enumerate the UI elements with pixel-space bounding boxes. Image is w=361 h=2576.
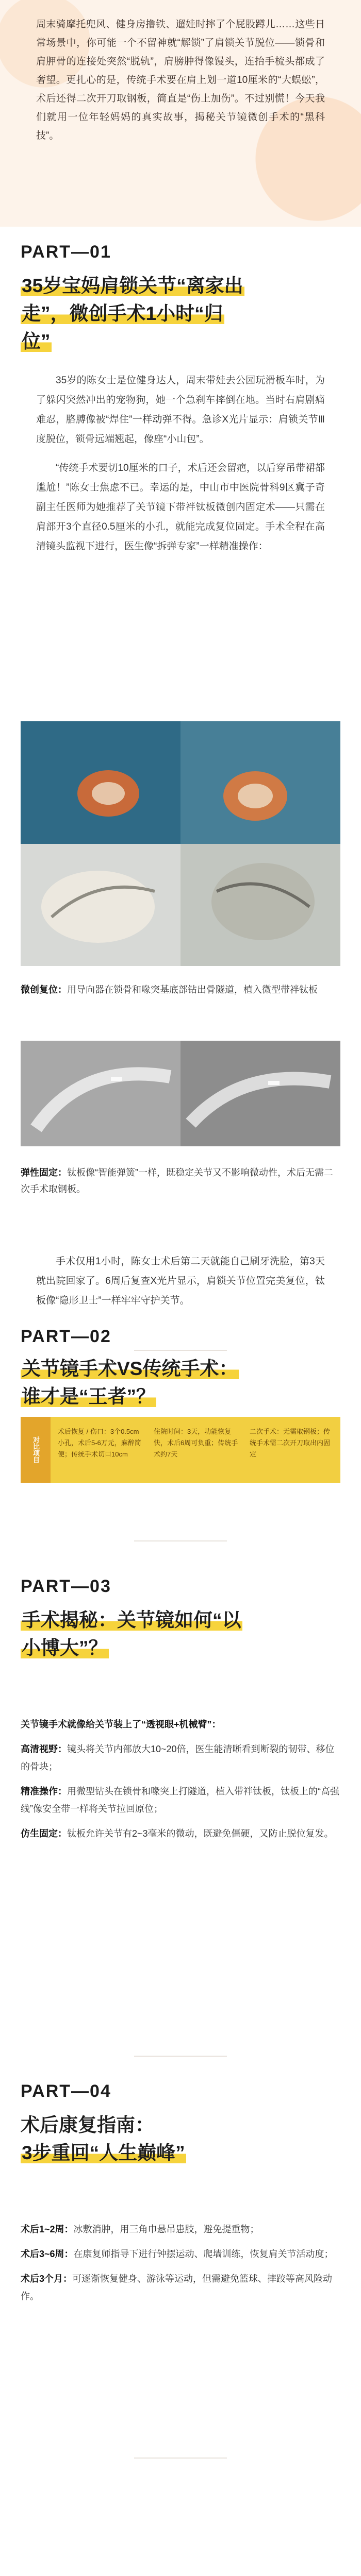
section-divider-3: [134, 2056, 227, 2057]
caption-1-text: 用导向器在锁骨和喙突基底部钻出骨隧道，植入微型带袢钛板: [67, 985, 318, 995]
part1-paragraph-2: “传统手术要切10厘米的口子，术后还会留疤，以后穿吊带裙都尴尬！”陈女士焦虑不已。幸运的是，中山市中医院骨科9区冀子奇副主任医师为她推荐了关节镜下带袢钛板微创内固定术——只需在肩部开3个直径0.5厘米的小孔，就能完成复位固定。手术全程在高清镜头监视下进行，医生像“拆弹专家”一样精准操作：: [36, 463, 325, 552]
comparison-cell-3: 二次手术：无需取钢板；传统手术需二次开刀取出内固定: [250, 1428, 331, 1458]
part4-list: [21, 2221, 340, 2312]
part4-item-1-label: 术后1~2周：: [21, 2224, 74, 2234]
surgery-photo-illustration: [21, 721, 340, 966]
part4-item-2-text: 在康复师指导下进行钟摆运动、爬墙训练，恢复肩关节活动度；: [73, 2249, 334, 2259]
part3-item-3-label: 仿生固定：: [21, 1828, 67, 1839]
part4-item-2: [21, 2245, 340, 2263]
part4-item-3-label: 术后3个月：: [21, 2274, 73, 2284]
caption-1-label: 微创复位：: [21, 985, 67, 995]
section-divider-1: [134, 1350, 227, 1351]
part3-item-2-label: 精准操作：: [21, 1786, 67, 1797]
part3-intro: 关节镜手术就像给关节装上了“透视眼+机械臂”：: [21, 1719, 221, 1730]
part3-item-1: [21, 1740, 340, 1775]
part3-item-3: [21, 1825, 340, 1842]
part4-item-3-text: 可逐渐恢复健身、游泳等运动，但需避免篮球、摔跤等高风险动作。: [21, 2274, 333, 2301]
part3-title-line1: 手术揭秘：关节镜如何“以: [22, 1609, 241, 1631]
part4-item-3: [21, 2270, 340, 2305]
xray-illustration: [21, 1041, 340, 1146]
part2-title: [21, 1355, 340, 1411]
xray-image: [21, 1041, 340, 1146]
part3-label: PART—03: [21, 1577, 111, 1596]
part3-title-line2: 小博大”？: [22, 1637, 108, 1658]
comparison-table-header: 对比项目: [21, 1417, 51, 1483]
part2-title-line1: 关节镜手术VS传统手术：: [22, 1358, 238, 1379]
part3-item-1-text: 镜头将关节内部放大10~20倍，医生能清晰看到断裂的韧带、移位的骨块；: [21, 1744, 335, 1772]
part1-body: [36, 371, 325, 556]
part3-list: [21, 1716, 340, 1850]
part2-label: PART—02: [21, 1327, 111, 1346]
part1-conclusion-paragraph: 手术仅用1小时，陈女士术后第二天就能自己刷牙洗脸，第3天就出院回家了。6周后复查X光片显示，肩锁关节位置完美复位，钛板像“隐形卫士”一样牢牢守护关节。: [36, 1256, 325, 1306]
part4-item-1-text: 冰敷消肿，用三角巾悬吊患肢，避免提重物；: [73, 2224, 259, 2234]
part1-title-line3: 位”: [22, 331, 51, 352]
part1-paragraph-1: 35岁的陈女士是位健身达人，周末带娃去公园玩滑板车时，为了躲闪突然冲出的宠物狗，她一个急刹车摔倒在地。当时右肩剧痛难忍，胳膊像被“焊住”一样动弹不得。急诊X光片显示：肩锁关节Ⅲ度脱位，锁骨远端翘起，像座“小山包”。: [36, 375, 325, 445]
part3-item-1-label: 高清视野：: [21, 1744, 67, 1754]
part1-title: [21, 272, 340, 355]
part3-item-2: [21, 1783, 340, 1818]
comparison-table: [21, 1417, 340, 1483]
caption-2-label: 弹性固定：: [21, 1167, 67, 1178]
caption-elastic-fixation: [21, 1164, 340, 1197]
part2-title-line2: 谁才是“王者”？: [22, 1386, 155, 1407]
comparison-cell-2: 住院时间：3天，功能恢复快，术后6周可负重；传统手术约7天: [154, 1428, 238, 1458]
part1-label: PART—01: [21, 242, 111, 262]
caption-minimally-invasive: [21, 981, 340, 998]
part4-label: PART—04: [21, 2081, 111, 2101]
part4-item-2-label: 术后3~6周：: [21, 2249, 74, 2259]
part4-title-line2: 3步重回“人生巅峰”: [22, 2142, 185, 2163]
part1-title-line1: 35岁宝妈肩锁关节“离家出: [22, 275, 243, 296]
section-divider-2: [134, 1540, 227, 1541]
part1-title-line2: 走”，微创手术1小时“归: [22, 303, 223, 324]
section-divider-4: [134, 2458, 227, 2459]
surgery-photo: [21, 721, 340, 966]
part4-title-line1: 术后康复指南：: [21, 2114, 154, 2136]
caption-2-text: 钛板像“智能弹簧”一样，既稳定关节又不影响微动性，术后无需二次手术取钢板。: [21, 1167, 333, 1194]
part4-item-1: [21, 2221, 340, 2238]
part3-title: [21, 1606, 340, 1662]
part1-conclusion: [36, 1252, 325, 1311]
part4-title: [21, 2111, 340, 2167]
part3-item-3-text: 钛板允许关节有2~3毫米的微动，既避免僵硬，又防止脱位复发。: [67, 1828, 334, 1839]
comparison-cell-1: 术后恢复 / 伤口：3个0.5cm小孔，术后5-6万元，麻醉简便；传统手术切口10cm: [58, 1428, 141, 1458]
part3-item-2-text: 用微型钻头在锁骨和喙突上打隧道，植入带袢钛板，钛板上的“高强线”像安全带一样将关节拉回原位；: [21, 1786, 339, 1814]
intro-paragraph: 周末骑摩托兜风、健身房撸铁、遛娃时摔了个屁股蹲儿……这些日常场景中，你可能一个不留神就“解锁”了肩锁关节脱位——锁骨和肩胛骨的连接处突然“脱轨”，肩膀肿得像馒头，连抬手梳头都成了奢望。更扎心的是，传统手术要在肩上划一道10厘米的“大蜈蚣”，术后还得二次开刀取钢板，简直是“伤上加伤”。不过别慌！今天我们就用一位年轻妈妈的真实故事，揭秘关节镜微创手术的“黑科技”。: [36, 19, 325, 141]
